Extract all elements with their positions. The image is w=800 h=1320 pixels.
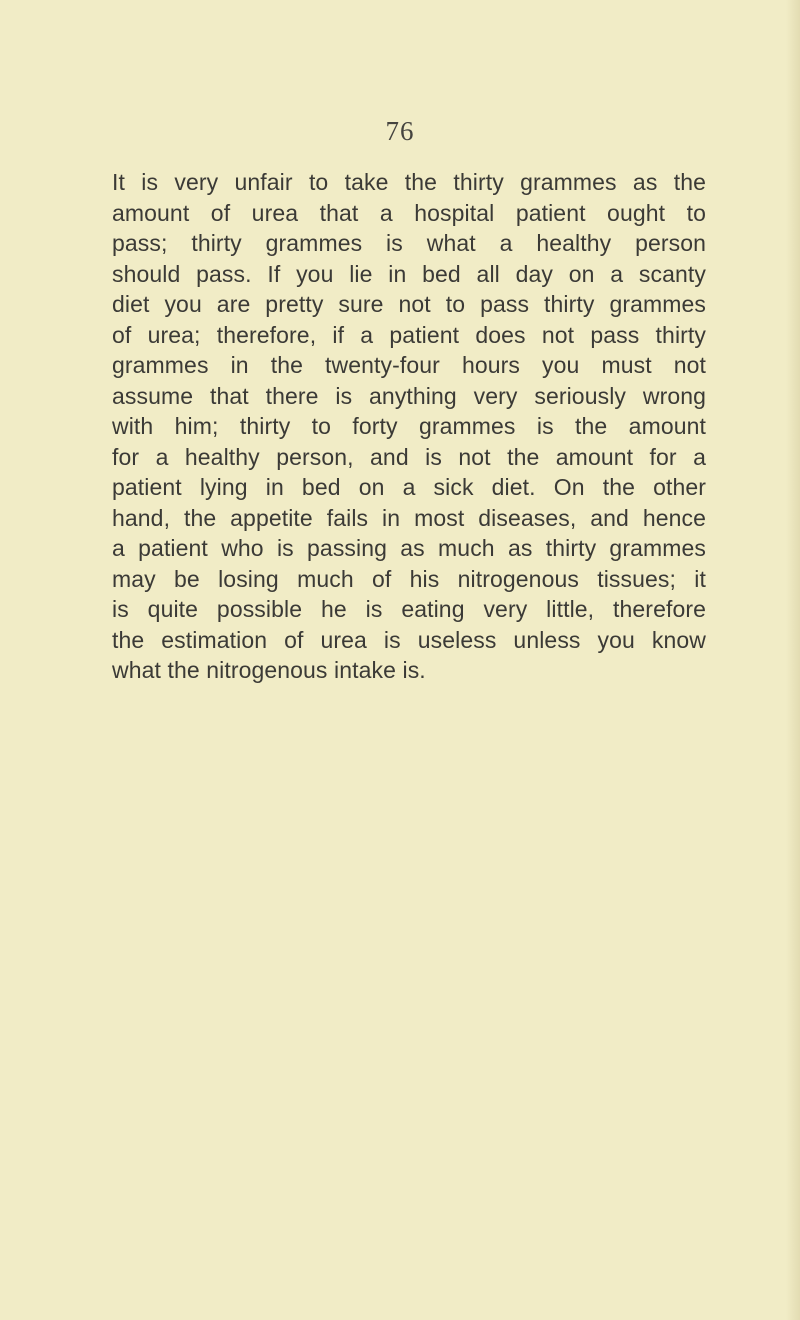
text-line: is quite possible he is eating very little, therefore [112, 596, 706, 622]
text-line: amount of urea that a hospital patient ought to [112, 199, 706, 226]
page-number: 76 [385, 116, 415, 146]
text-line: grammes in the twenty-four hours you must not [112, 352, 706, 378]
text-line: with him; thirty to forty grammes is the amount [112, 413, 706, 439]
text-line: assume that there is anything very seriously wrong [112, 382, 706, 409]
text-line: pass; thirty grammes is what a healthy person [112, 230, 706, 256]
page-edge-shadow [786, 0, 800, 1320]
text-line: may be losing much of his nitrogenous tissues; it [112, 565, 706, 592]
text-line: of urea; therefore, if a patient does not pass thirty [112, 321, 706, 348]
text-line: diet you are pretty sure not to pass thirty grammes [112, 291, 706, 317]
text-line: the estimation of urea is useless unless you know [112, 626, 706, 653]
text-line: should pass. If you lie in bed all day on a scanty [112, 260, 706, 287]
text-line: a patient who is passing as much as thirty grammes [112, 535, 706, 561]
text-line: It is very unfair to take the thirty grammes as the [112, 169, 706, 195]
text-line: hand, the appetite fails in most diseases, and hence [112, 504, 706, 531]
body-paragraph [112, 167, 706, 686]
text-line: patient lying in bed on a sick diet. On the other [112, 474, 706, 500]
text-line: for a healthy person, and is not the amount for a [112, 443, 706, 470]
text-line: what the nitrogenous intake is. [112, 657, 426, 683]
